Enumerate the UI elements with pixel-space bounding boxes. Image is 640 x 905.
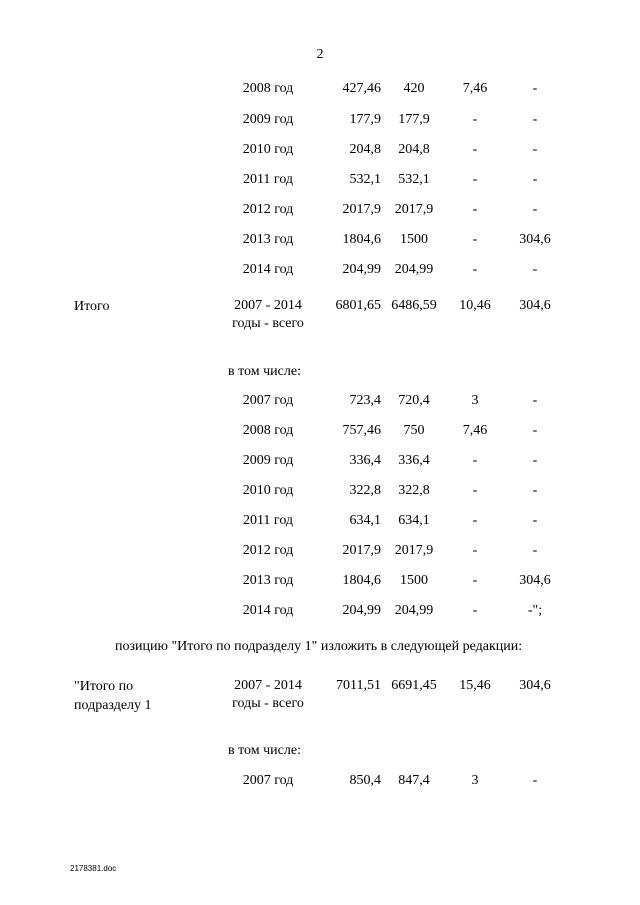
value-col2: 532,1 — [398, 172, 430, 187]
year-label: 2010 год — [242, 142, 294, 157]
itogo-label: Итого — [74, 299, 110, 314]
value-col4: - — [532, 393, 538, 408]
total-col1: 6801,65 — [335, 298, 381, 313]
including-label: в том числе: — [228, 743, 301, 758]
value-col3: - — [472, 142, 478, 157]
value-col1: 850,4 — [349, 773, 381, 788]
value-col1: 723,4 — [349, 393, 381, 408]
value-col3: - — [472, 262, 478, 277]
year-label: 2011 год — [242, 172, 294, 187]
value-col4: 304,6 — [519, 232, 551, 247]
value-col1: 634,1 — [349, 513, 381, 528]
year-label: 2012 год — [242, 202, 294, 217]
value-col1: 204,99 — [342, 603, 381, 618]
value-col3: 7,46 — [462, 423, 488, 438]
value-col3: - — [472, 172, 478, 187]
value-col3: 7,46 — [462, 81, 488, 96]
value-col3: - — [472, 543, 478, 558]
footer-filename: 2178381.doc — [70, 864, 117, 873]
instruction-paragraph: позицию "Итого по подразделу 1" изложить в следующей редакции: — [115, 639, 523, 654]
value-col4: - — [532, 513, 538, 528]
total-col2: 6691,45 — [391, 678, 437, 693]
year-label: 2007 год — [242, 393, 294, 408]
value-col4: - — [532, 172, 538, 187]
value-col4: - — [532, 112, 538, 127]
value-col2: 336,4 — [398, 453, 430, 468]
year-label: 2007 год — [242, 773, 294, 788]
value-col1: 2017,9 — [342, 202, 381, 217]
year-label: 2008 год — [242, 81, 294, 96]
value-col2: 204,99 — [394, 262, 434, 277]
value-col2: 2017,9 — [394, 202, 434, 217]
value-col1: 177,9 — [349, 112, 381, 127]
value-col1: 2017,9 — [342, 543, 381, 558]
value-col1: 532,1 — [349, 172, 381, 187]
value-col4: - — [532, 81, 538, 96]
value-col2: 1500 — [400, 232, 428, 247]
value-col3: - — [472, 603, 478, 618]
including-label: в том числе: — [228, 364, 301, 379]
value-col4: - — [532, 262, 538, 277]
total-col4: 304,6 — [519, 678, 551, 693]
total-col3: 15,46 — [459, 678, 491, 693]
value-col1: 204,99 — [342, 262, 381, 277]
value-col2: 750 — [403, 423, 425, 438]
value-col4: - — [532, 483, 538, 498]
value-col2: 204,99 — [394, 603, 434, 618]
total-col4: 304,6 — [519, 298, 551, 313]
value-col1: 336,4 — [349, 453, 381, 468]
year-label: 2009 год — [242, 453, 294, 468]
year-label: 2010 год — [242, 483, 294, 498]
subtotal-label: "Итого по подразделу 1 — [74, 679, 152, 713]
value-col3: - — [472, 483, 478, 498]
value-col2: 322,8 — [398, 483, 430, 498]
value-col4: - — [532, 543, 538, 558]
value-col3: - — [472, 453, 478, 468]
value-col2: 720,4 — [398, 393, 430, 408]
year-label: 2012 год — [242, 543, 294, 558]
value-col3: 3 — [471, 393, 479, 408]
period-label: 2007 - 2014 годы - всего — [232, 298, 304, 331]
value-col2: 177,9 — [398, 112, 430, 127]
total-col2: 6486,59 — [391, 298, 437, 313]
value-col2: 420 — [403, 81, 425, 96]
value-col3: - — [472, 513, 478, 528]
value-col4: - — [532, 202, 538, 217]
total-col1: 7011,51 — [336, 678, 381, 693]
value-col1: 1804,6 — [342, 232, 381, 247]
value-col1: 322,8 — [349, 483, 381, 498]
value-col1: 757,46 — [342, 423, 381, 438]
value-col3: - — [472, 112, 478, 127]
value-col4: - — [532, 142, 538, 157]
value-col3: - — [472, 232, 478, 247]
value-col3: - — [472, 573, 478, 588]
year-label: 2014 год — [242, 603, 294, 618]
total-col3: 10,46 — [459, 298, 491, 313]
value-col4: -"; — [527, 603, 543, 618]
period-label: 2007 - 2014 годы - всего — [232, 678, 304, 711]
value-col1: 1804,6 — [342, 573, 381, 588]
value-col4: - — [532, 453, 538, 468]
value-col2: 847,4 — [398, 773, 430, 788]
value-col1: 427,46 — [342, 81, 381, 96]
value-col3: - — [472, 202, 478, 217]
year-label: 2014 год — [242, 262, 294, 277]
page-number: 2 — [316, 47, 324, 62]
year-label: 2008 год — [242, 423, 294, 438]
value-col2: 204,8 — [398, 142, 430, 157]
value-col2: 634,1 — [398, 513, 430, 528]
value-col2: 2017,9 — [394, 543, 434, 558]
year-label: 2013 год — [242, 232, 294, 247]
value-col4: 304,6 — [519, 573, 551, 588]
year-label: 2013 год — [242, 573, 294, 588]
year-label: 2011 год — [242, 513, 294, 528]
value-col1: 204,8 — [349, 142, 381, 157]
value-col2: 1500 — [400, 573, 428, 588]
value-col3: 3 — [471, 773, 479, 788]
value-col4: - — [532, 423, 538, 438]
value-col4: - — [532, 773, 538, 788]
year-label: 2009 год — [242, 112, 294, 127]
